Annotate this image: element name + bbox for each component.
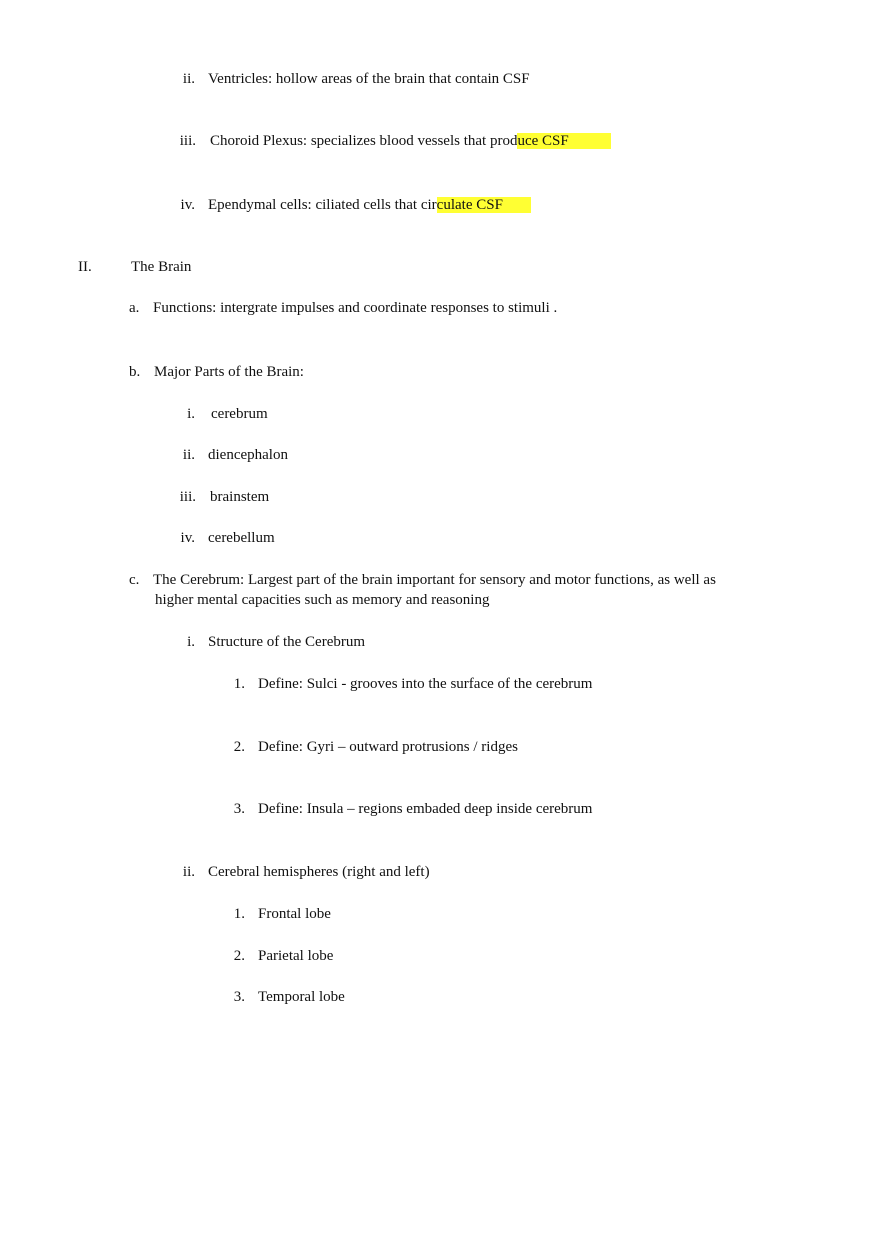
item-text: Temporal lobe — [258, 989, 345, 1005]
item-text — [210, 131, 611, 151]
list-marker: 2. — [233, 948, 245, 964]
section-marker: II. — [78, 259, 92, 275]
item-text: Define: Sulci - grooves into the surface of the cerebrum — [258, 676, 593, 692]
highlighted-text — [517, 133, 610, 149]
list-marker: a. — [129, 300, 140, 316]
list-marker: 1. — [233, 906, 245, 922]
item-text: cerebrum — [211, 406, 268, 422]
item-text: Major Parts of the Brain: — [154, 364, 304, 380]
item-text-line-1: The Cerebrum: Largest part of the brain important for sensory and motor functions, as well as — [153, 572, 716, 588]
item-text: Ventricles: hollow areas of the brain that contain CSF — [208, 71, 530, 87]
highlighted-text — [437, 197, 531, 213]
highlighted-text-content: uce CSF — [517, 133, 569, 149]
item-text-plain: Ependymal cells: ciliated cells that cir — [208, 197, 437, 213]
item-text: Frontal lobe — [258, 906, 331, 922]
list-marker: iv. — [180, 530, 195, 546]
list-marker: i. — [187, 634, 195, 650]
item-text: Functions: intergrate impulses and coordinate responses to stimuli . — [153, 300, 558, 316]
item-text — [208, 195, 531, 215]
item-text: Parietal lobe — [258, 948, 334, 964]
list-marker: iii. — [179, 489, 196, 505]
item-text: cerebellum — [208, 530, 275, 546]
list-marker: i. — [187, 406, 195, 422]
item-text: Define: Insula – regions embaded deep inside cerebrum — [258, 801, 593, 817]
list-marker: 2. — [233, 739, 245, 755]
list-marker: iii. — [179, 133, 196, 149]
list-marker: ii. — [182, 864, 195, 880]
section-title: The Brain — [131, 259, 192, 275]
highlighted-text-content: culate CSF — [436, 197, 503, 213]
list-marker: 3. — [233, 801, 245, 817]
item-text: Define: Gyri – outward protrusions / ridges — [258, 739, 518, 755]
list-marker: ii. — [182, 71, 195, 87]
item-text: Structure of the Cerebrum — [208, 634, 366, 650]
list-marker: 3. — [233, 989, 245, 1005]
list-marker: ii. — [182, 447, 195, 463]
item-text-plain: Choroid Plexus: specializes blood vessels that prod — [210, 133, 518, 149]
item-text: Cerebral hemispheres (right and left) — [208, 864, 430, 880]
item-text-line-2: higher mental capacities such as memory and reasoning — [155, 592, 490, 608]
list-marker: iv. — [180, 197, 195, 213]
item-text: diencephalon — [208, 447, 288, 463]
list-marker: c. — [129, 572, 140, 588]
item-text: brainstem — [210, 489, 270, 505]
list-marker: b. — [129, 364, 141, 380]
list-marker: 1. — [233, 676, 245, 692]
